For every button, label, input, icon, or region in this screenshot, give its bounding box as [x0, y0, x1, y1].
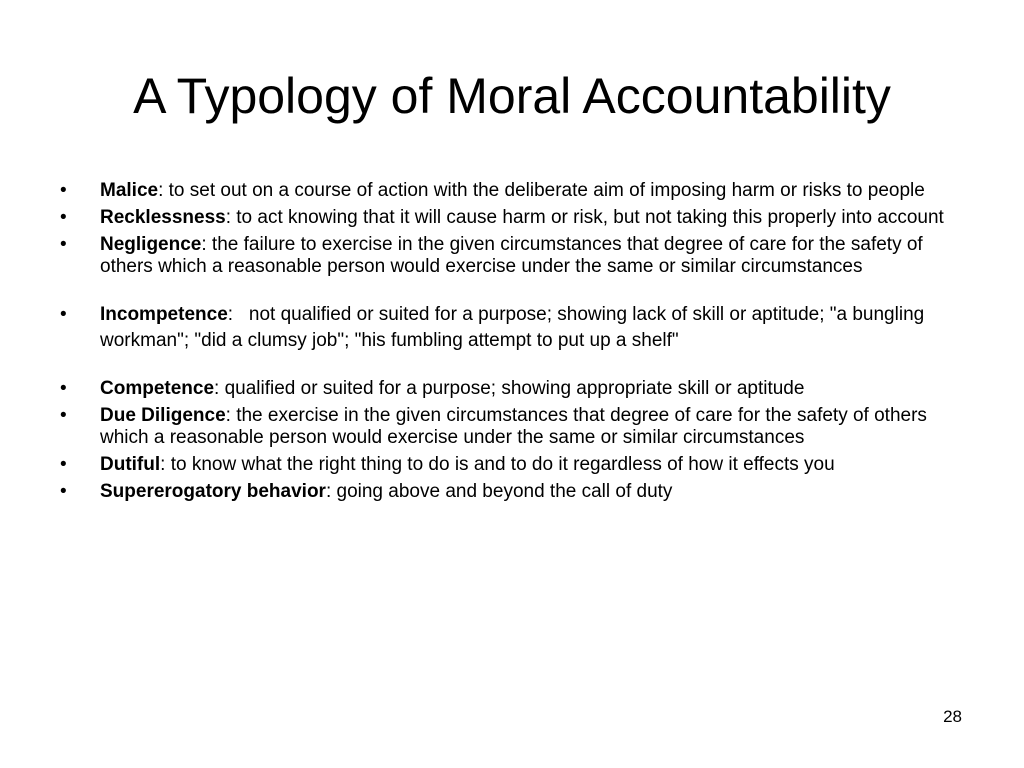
bullet-icon: •	[60, 454, 67, 475]
bullet-icon: •	[60, 234, 67, 255]
list-item-malice	[56, 180, 968, 202]
list-item-supererogatory-behavior	[56, 481, 968, 503]
page-number: 28	[943, 707, 962, 726]
bullet-list	[56, 180, 968, 508]
list-item-dutiful	[56, 454, 968, 476]
slide-title: A Typology of Moral Accountability	[133, 68, 891, 124]
term-label: Due Diligence	[100, 405, 226, 426]
definition-text: : going above and beyond the call of duty	[325, 481, 673, 502]
bullet-icon: •	[60, 378, 67, 399]
list-item-incompetence	[56, 302, 968, 354]
bullet-icon: •	[60, 180, 67, 201]
definition-text: : qualified or suited for a purpose; showing appropriate skill or aptitude	[214, 378, 805, 399]
term-label: Negligence	[100, 234, 202, 255]
list-item-recklessness	[56, 207, 968, 229]
bullet-icon: •	[60, 481, 67, 502]
list-spacer	[56, 283, 968, 302]
term-label: Competence	[100, 378, 215, 399]
definition-text: : not qualified or suited for a purpose; showing lack of skill or aptitude; "a bungling workman"; "did a clumsy job"; "his fumbling attempt to put up a shelf"	[100, 304, 930, 351]
term-label: Supererogatory behavior	[100, 481, 326, 502]
definition-text: : to know what the right thing to do is and to do it regardless of how it effects you	[160, 454, 835, 475]
definition-text: : the exercise in the given circumstances that degree of care for the safety of others which a reasonable person would exercise under the same or similar circumstances	[100, 405, 927, 448]
list-spacer	[56, 359, 968, 378]
list-item-competence	[56, 378, 968, 400]
list-item-negligence	[56, 234, 968, 278]
definition-text: : to set out on a course of action with the deliberate aim of imposing harm or risks to people	[158, 180, 925, 201]
term-label: Recklessness	[100, 207, 226, 228]
list-item-due-diligence	[56, 405, 968, 449]
term-label: Dutiful	[100, 454, 161, 475]
definition-text: : to act knowing that it will cause harm or risk, but not taking this properly into account	[225, 207, 944, 228]
definition-text: : the failure to exercise in the given circumstances that degree of care for the safety of others which a reasonable person would exercise under the same or similar circumstances	[100, 234, 923, 277]
term-label: Incompetence	[100, 304, 228, 325]
bullet-icon: •	[60, 207, 67, 228]
bullet-icon: •	[60, 304, 67, 325]
term-label: Malice	[100, 180, 159, 201]
bullet-icon: •	[60, 405, 67, 426]
